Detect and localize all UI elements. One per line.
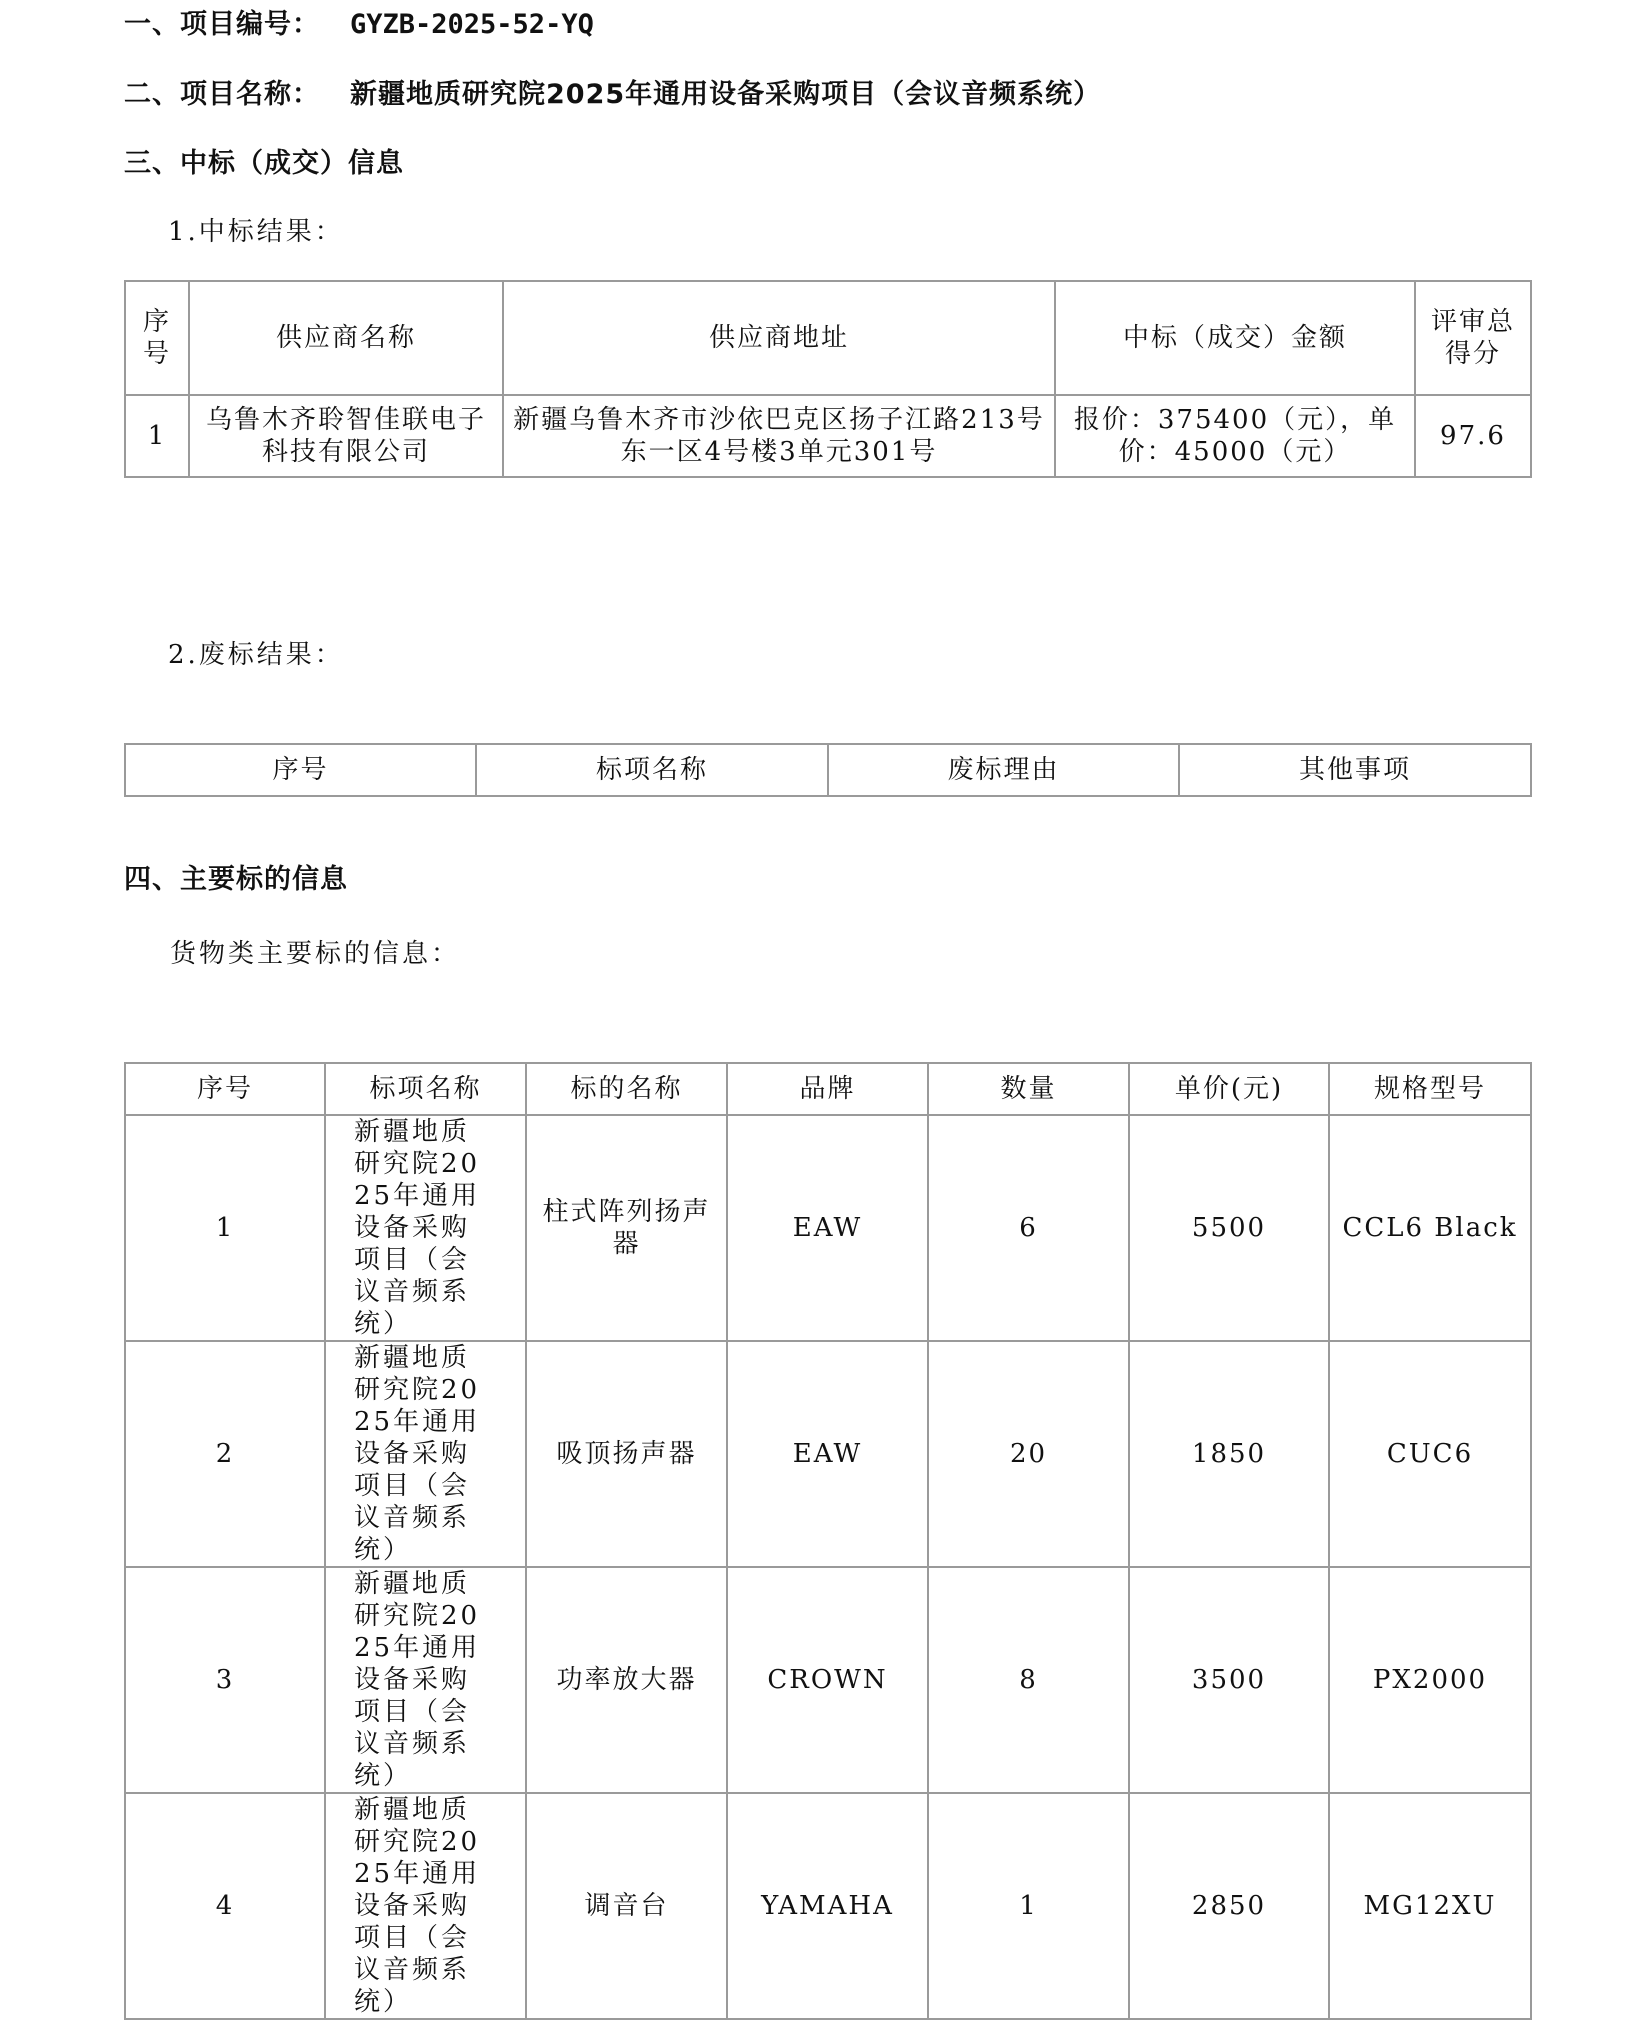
- cell: 功率放大器: [526, 1567, 727, 1793]
- cell: 1: [125, 1115, 325, 1341]
- header-cell: 序号: [125, 1063, 325, 1115]
- header-cell: 中标（成交）金额: [1055, 281, 1415, 395]
- goods-items-subheading: 货物类主要标的信息：: [170, 939, 461, 969]
- cell: EAW: [727, 1341, 928, 1567]
- cell: CUC6: [1329, 1341, 1531, 1567]
- cell: 1850: [1129, 1341, 1329, 1567]
- cell: 柱式阵列扬声器: [526, 1115, 727, 1341]
- project-number-label: 一、项目编号：: [124, 9, 320, 40]
- cell: 新疆地质研究院2025年通用设备采购项目（会议音频系统）: [325, 1567, 526, 1793]
- cell: MG12XU: [1329, 1793, 1531, 2019]
- header-cell: 废标理由: [828, 744, 1179, 796]
- header-cell: 标的名称: [526, 1063, 727, 1115]
- header-cell: 序号: [125, 744, 476, 796]
- header-cell: 其他事项: [1179, 744, 1531, 796]
- project-name-label: 二、项目名称：: [124, 79, 320, 110]
- cell: 新疆乌鲁木齐市沙依巴克区扬子江路213号东一区4号楼3单元301号: [503, 395, 1055, 477]
- cell: YAMAHA: [727, 1793, 928, 2019]
- cell: 报价：375400（元），单价：45000（元）: [1055, 395, 1415, 477]
- cell: 8: [928, 1567, 1129, 1793]
- cell: CROWN: [727, 1567, 928, 1793]
- table-row: [125, 1793, 1531, 2019]
- project-number-value: GYZB-2025-52-YQ: [350, 9, 594, 40]
- award-result-table: [124, 280, 1532, 478]
- table-row: [125, 1115, 1531, 1341]
- header-cell: 规格型号: [1329, 1063, 1531, 1115]
- failed-bid-subheading: 2.废标结果：: [168, 640, 344, 670]
- header-cell: 供应商地址: [503, 281, 1055, 395]
- cell: 新疆地质研究院2025年通用设备采购项目（会议音频系统）: [325, 1115, 526, 1341]
- table-row: [125, 395, 1531, 477]
- cell: 新疆地质研究院2025年通用设备采购项目（会议音频系统）: [325, 1793, 526, 2019]
- cell: 5500: [1129, 1115, 1329, 1341]
- header-cell: 序号: [125, 281, 189, 395]
- table-header-row: [125, 744, 1531, 796]
- cell: 1: [928, 1793, 1129, 2019]
- cell: 2: [125, 1341, 325, 1567]
- cell: EAW: [727, 1115, 928, 1341]
- cell: 3500: [1129, 1567, 1329, 1793]
- header-cell: 标项名称: [476, 744, 828, 796]
- header-cell: 品牌: [727, 1063, 928, 1115]
- header-cell: 单价(元): [1129, 1063, 1329, 1115]
- cell: 3: [125, 1567, 325, 1793]
- cell: 20: [928, 1341, 1129, 1567]
- cell: 97.6: [1415, 395, 1531, 477]
- cell: 6: [928, 1115, 1129, 1341]
- project-number-line: [124, 7, 594, 43]
- cell: 1: [125, 395, 189, 477]
- cell: PX2000: [1329, 1567, 1531, 1793]
- failed-bid-table: [124, 743, 1532, 797]
- award-info-heading: 三、中标（成交）信息: [124, 148, 404, 179]
- cell: 新疆地质研究院2025年通用设备采购项目（会议音频系统）: [325, 1341, 526, 1567]
- project-name-line: [124, 77, 1101, 113]
- cell: 4: [125, 1793, 325, 2019]
- cell: 吸顶扬声器: [526, 1341, 727, 1567]
- cell: 乌鲁木齐聆智佳联电子科技有限公司: [189, 395, 503, 477]
- table-header-row: [125, 1063, 1531, 1115]
- table-row: [125, 1567, 1531, 1793]
- cell: 调音台: [526, 1793, 727, 2019]
- table-row: [125, 1341, 1531, 1567]
- header-cell: 供应商名称: [189, 281, 503, 395]
- main-items-heading: 四、主要标的信息: [124, 864, 348, 895]
- goods-items-table: [124, 1062, 1532, 2020]
- cell: CCL6 Black: [1329, 1115, 1531, 1341]
- header-cell: 标项名称: [325, 1063, 526, 1115]
- table-header-row: [125, 281, 1531, 395]
- project-name-value: 新疆地质研究院2025年通用设备采购项目（会议音频系统）: [350, 79, 1102, 110]
- award-result-subheading: 1.中标结果：: [168, 217, 344, 247]
- header-cell: 评审总得分: [1415, 281, 1531, 395]
- cell: 2850: [1129, 1793, 1329, 2019]
- header-cell: 数量: [928, 1063, 1129, 1115]
